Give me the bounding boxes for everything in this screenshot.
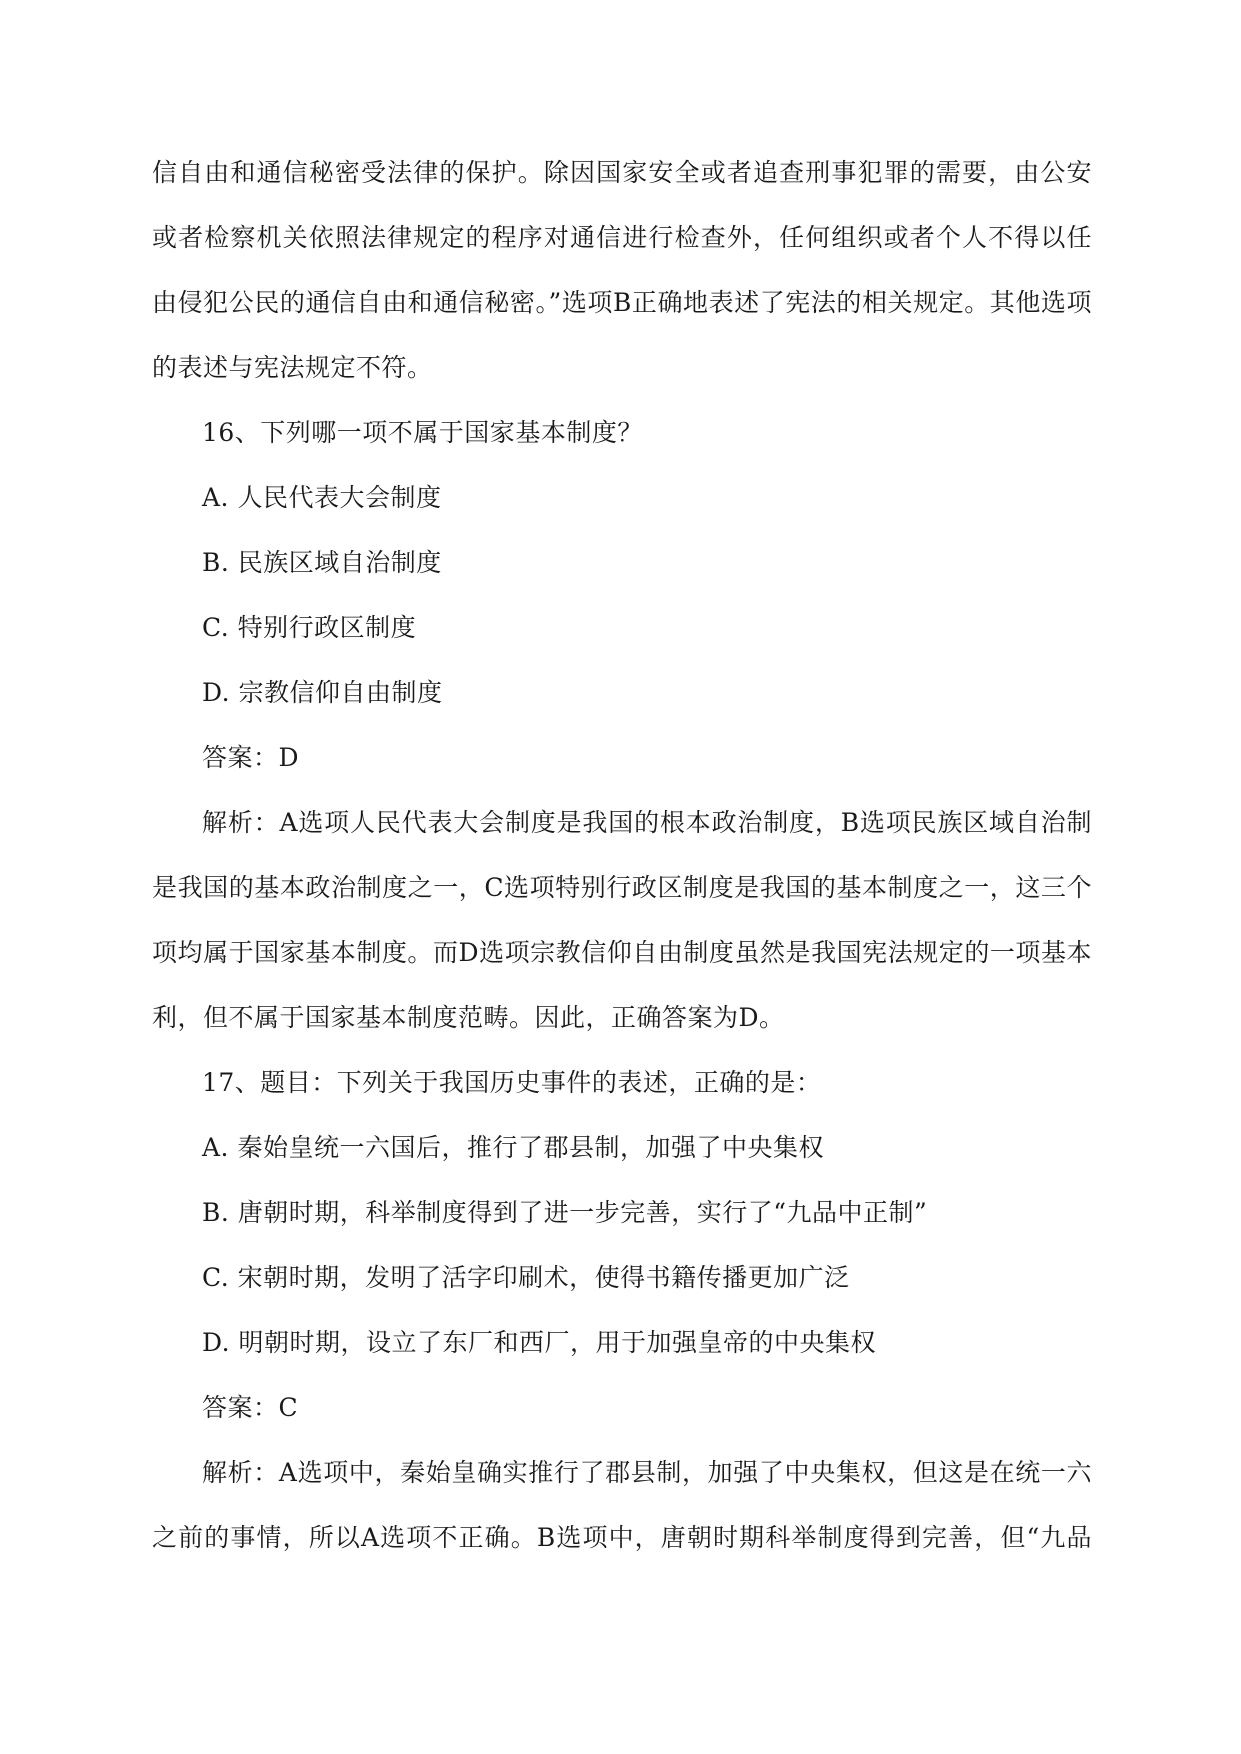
question-17-analysis: 解析：A选项中，秦始皇确实推行了郡县制，加强了中央集权，但这是在统一六	[202, 1458, 1092, 1487]
document-page	[152, 140, 1092, 1570]
question-16-option-a: A. 人民代表大会制度	[202, 483, 442, 512]
text-line: 之前的事情，所以A选项不正确。B选项中，唐朝时期科举制度得到完善，但“九品	[152, 1523, 1092, 1552]
text-line: 是我国的基本政治制度之一，C选项特别行政区制度是我国的基本制度之一，这三个	[152, 873, 1092, 902]
question-16-answer: 答案：D	[202, 743, 300, 772]
question-16-option-d: D. 宗教信仰自由制度	[202, 678, 443, 707]
text-line: 的表述与宪法规定不符。	[152, 353, 433, 382]
question-17-option-d: D. 明朝时期，设立了东厂和西厂，用于加强皇帝的中央集权	[202, 1328, 877, 1357]
question-17-answer: 答案：C	[202, 1393, 299, 1422]
question-17-stem: 17、题目：下列关于我国历史事件的表述，正确的是：	[202, 1068, 822, 1097]
question-16-option-b: B. 民族区域自治制度	[202, 548, 442, 577]
text-line: 或者检察机关依照法律规定的程序对通信进行检查外，任何组织或者个人不得以任	[152, 223, 1092, 252]
question-17-option-a: A. 秦始皇统一六国后，推行了郡县制，加强了中央集权	[202, 1133, 824, 1162]
text-line: 利，但不属于国家基本制度范畴。因此，正确答案为D。	[152, 1003, 785, 1032]
question-16-stem: 16、下列哪一项不属于国家基本制度？	[202, 418, 643, 447]
text-line: 信自由和通信秘密受法律的保护。除因国家安全或者追查刑事犯罪的需要，由公安	[152, 158, 1092, 187]
question-16-analysis: 解析：A选项人民代表大会制度是我国的根本政治制度，B选项民族区域自治制	[202, 808, 1092, 837]
text-line: 项均属于国家基本制度。而D选项宗教信仰自由制度虽然是我国宪法规定的一项基本	[152, 938, 1092, 967]
question-17-option-c: C. 宋朝时期，发明了活字印刷术，使得书籍传播更加广泛	[202, 1263, 850, 1292]
question-17-option-b: B. 唐朝时期，科举制度得到了进一步完善，实行了“九品中正制”	[202, 1198, 928, 1227]
question-16-option-c: C. 特别行政区制度	[202, 613, 417, 642]
text-line: 由侵犯公民的通信自由和通信秘密。”选项B正确地表述了宪法的相关规定。其他选项	[152, 288, 1092, 317]
